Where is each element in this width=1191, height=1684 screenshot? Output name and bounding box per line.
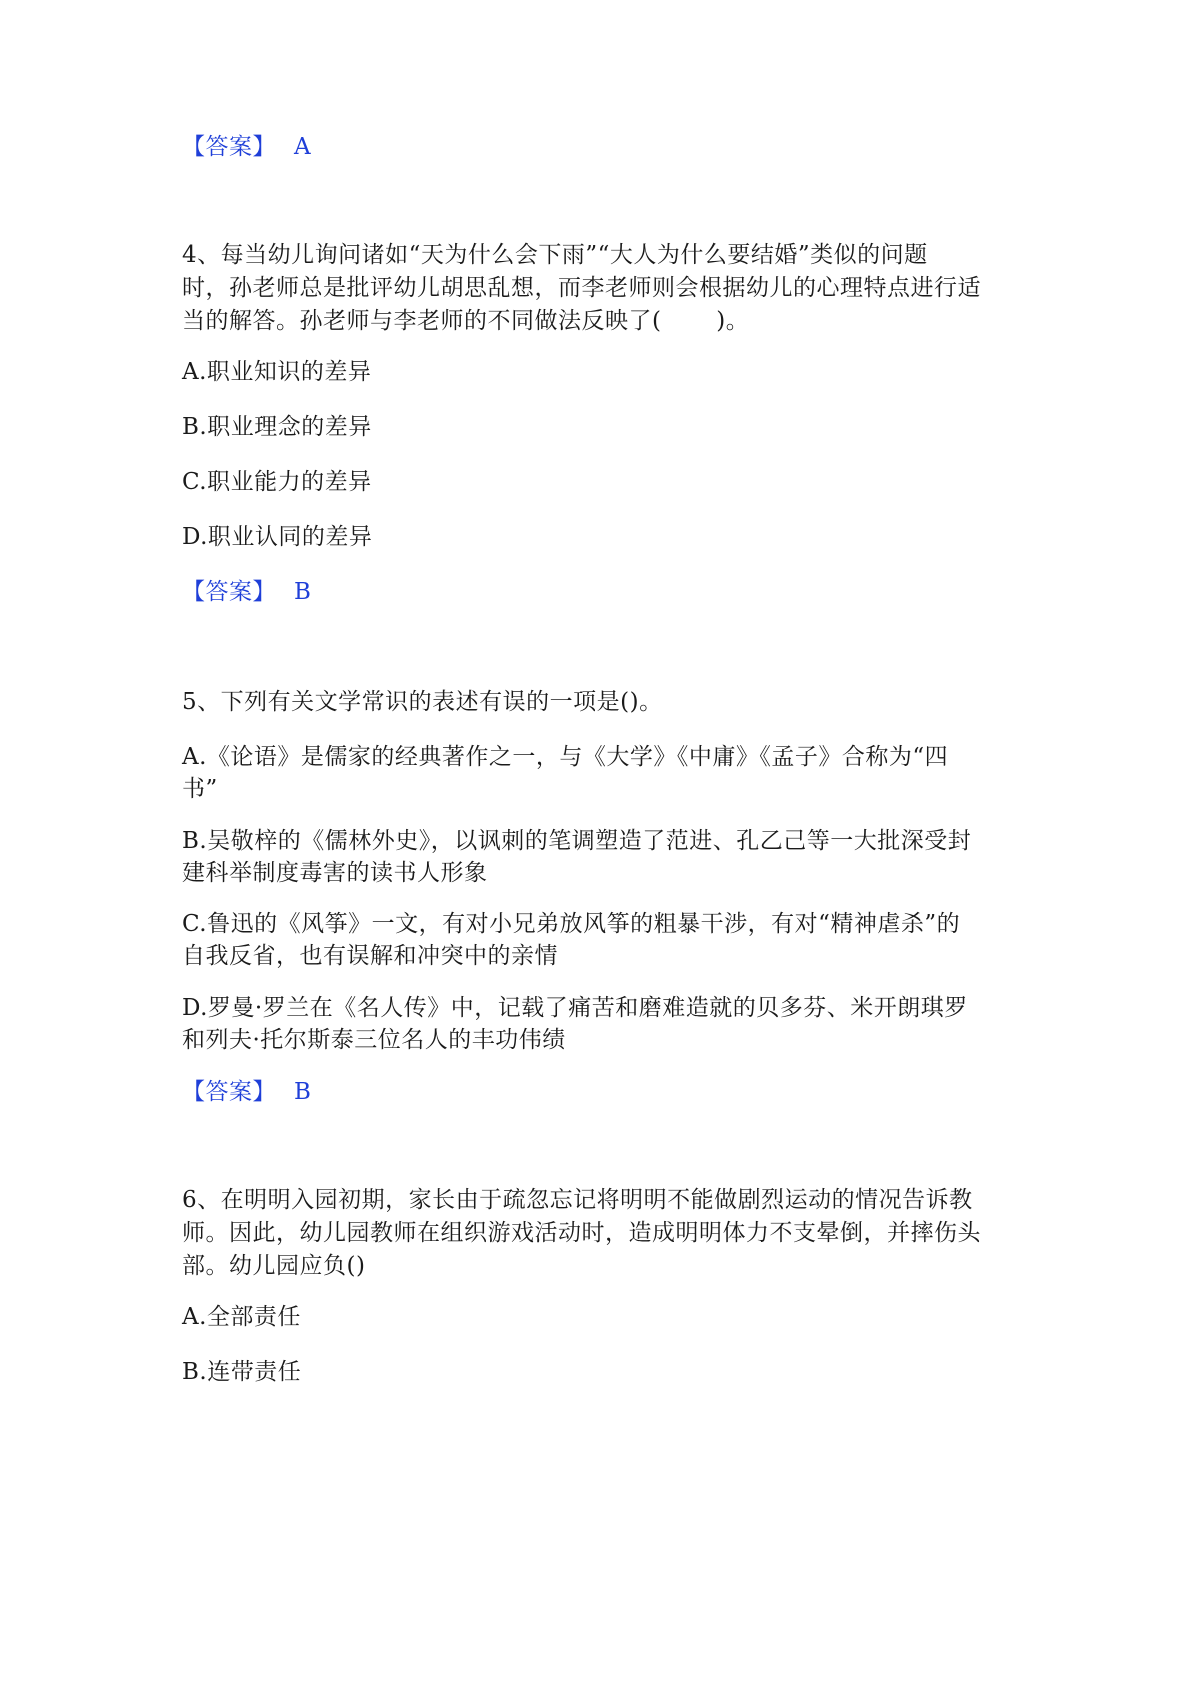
question-4-option-c: C.职业能力的差异 xyxy=(182,469,372,495)
question-6-option-a: A.全部责任 xyxy=(182,1304,301,1330)
question-6-option-b: B.连带责任 xyxy=(182,1359,302,1385)
question-6-line-1: 6、在明明入园初期，家长由于疏忽忘记将明明不能做剧烈运动的情况告诉教 xyxy=(182,1187,973,1213)
answer-label: 【答案】 xyxy=(182,579,276,605)
question-5-option-d-line-2: 和列夫·托尔斯泰三位名人的丰功伟绩 xyxy=(182,1027,566,1053)
question-5-option-b-line-2: 建科举制度毒害的读书人形象 xyxy=(182,860,488,886)
question-4-option-b: B.职业理念的差异 xyxy=(182,414,372,440)
question-5-option-c-line-1: C.鲁迅的《风筝》一文，有对小兄弟放风筝的粗暴干涉，有对“精神虐杀”的 xyxy=(182,911,961,937)
question-4-line-1: 4、每当幼儿询问诸如“天为什么会下雨”“大人为什么要结婚”类似的问题 xyxy=(182,242,928,268)
answer-line-q5 xyxy=(182,1076,1002,1109)
answer-value: B xyxy=(294,579,312,605)
answer-value: B xyxy=(294,1079,312,1105)
question-4-line-3: 当的解答。孙老师与李老师的不同做法反映了( )。 xyxy=(182,308,750,334)
question-6-line-2: 师。因此，幼儿园教师在组织游戏活动时，造成明明体力不支晕倒，并摔伤头 xyxy=(182,1220,981,1246)
question-4-option-d: D.职业认同的差异 xyxy=(182,524,373,550)
question-5-option-a-line-1: A.《论语》是儒家的经典著作之一，与《大学》《中庸》《孟子》合称为“四 xyxy=(182,744,949,770)
question-5-option-d-line-1: D.罗曼·罗兰在《名人传》中，记载了痛苦和磨难造就的贝多芬、米开朗琪罗 xyxy=(182,995,968,1021)
question-5-option-c-line-2: 自我反省，也有误解和冲突中的亲情 xyxy=(182,943,558,969)
question-4-option-a: A.职业知识的差异 xyxy=(182,359,372,385)
answer-value: A xyxy=(294,134,312,160)
question-5-option-b-line-1: B.吴敬梓的《儒林外史》，以讽刺的笔调塑造了范进、孔乙己等一大批深受封 xyxy=(182,828,972,854)
answer-line-q4 xyxy=(182,576,1002,609)
question-6-line-3: 部。幼儿园应负() xyxy=(182,1253,366,1279)
answer-label: 【答案】 xyxy=(182,134,276,160)
answer-label: 【答案】 xyxy=(182,1079,276,1105)
question-4-line-2: 时，孙老师总是批评幼儿胡思乱想，而李老师则会根据幼儿的心理特点进行适 xyxy=(182,275,981,301)
question-5-option-a-line-2: 书” xyxy=(182,776,218,802)
question-5-line-1: 5、下列有关文学常识的表述有误的一项是()。 xyxy=(182,689,663,715)
answer-line-q3 xyxy=(182,131,1002,164)
